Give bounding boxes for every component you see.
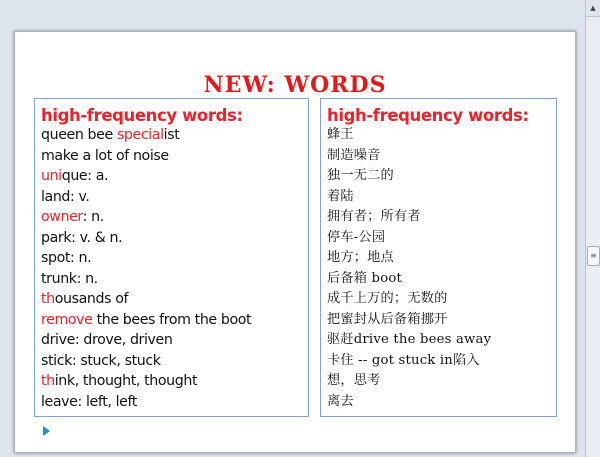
english-word-item: [41, 392, 308, 413]
english-word-item: [41, 125, 308, 146]
chinese-meaning-list: [321, 125, 556, 412]
english-word-item: [41, 330, 308, 351]
slide-title: NEW: WORDS: [203, 72, 387, 98]
english-words-box[interactable]: [34, 98, 309, 417]
slide: [14, 31, 576, 453]
word-part: : n.: [82, 209, 104, 225]
chinese-meaning-item: 停车-公园: [327, 229, 386, 245]
highlighted-word-part: th: [41, 373, 55, 389]
word-part: leave: left, left: [41, 393, 137, 410]
right-box-heading: high-frequency words:: [327, 106, 529, 125]
word-part: make a lot of noise: [41, 147, 169, 164]
chinese-meaning-item: 独一无二的: [327, 168, 394, 183]
word-part: ist: [163, 127, 180, 143]
play-triangle-icon: [43, 426, 50, 436]
highlighted-word-part: re: [41, 311, 55, 328]
scroll-thumb-grip-icon[interactable]: ≡: [587, 246, 600, 266]
english-word-item: [41, 146, 308, 167]
chinese-meaning-item: 想，思考: [327, 373, 381, 388]
chinese-meaning-item: 后备箱 boot: [327, 270, 402, 286]
word-part: ousands of: [54, 291, 129, 307]
word-part: drive: drove, driven: [41, 332, 173, 348]
word-part: trunk: n.: [41, 270, 98, 287]
english-word-item: [41, 248, 308, 269]
english-word-list: [35, 125, 308, 412]
chinese-meaning-item: 地方；地点: [327, 250, 394, 265]
chinese-meaning-item: 蜂王: [327, 127, 354, 142]
chinese-meanings-box[interactable]: [320, 98, 557, 417]
english-word-item: [41, 187, 308, 208]
word-part: the bees from the boot: [92, 311, 252, 328]
left-box-heading: high-frequency words:: [41, 106, 243, 125]
word-part: park: v. & n.: [41, 229, 123, 246]
english-word-item: [41, 166, 308, 187]
vertical-scrollbar[interactable]: [585, 0, 600, 457]
english-word-item: [41, 310, 308, 331]
english-word-item: [41, 269, 308, 290]
chinese-meaning-item: 着陆: [327, 188, 354, 204]
chinese-meaning-item: 卡住 -- got stuck in陷入: [327, 352, 480, 368]
chinese-meaning-item: 制造噪音: [327, 147, 381, 163]
english-word-item: [41, 228, 308, 249]
english-word-item: [41, 289, 308, 310]
chinese-meaning-item: 离去: [327, 393, 354, 409]
chinese-meaning-item: 成千上万的；无数的: [327, 291, 448, 306]
highlighted-word-part: th: [41, 291, 55, 307]
chinese-meaning-item: 驱赶drive the bees away: [327, 332, 492, 347]
chinese-meaning-item: 把蜜封从后备箱挪开: [327, 311, 448, 327]
word-part: spot: n.: [41, 250, 92, 266]
english-word-item: [41, 351, 308, 372]
english-word-item: [41, 371, 308, 392]
english-word-item: [41, 207, 308, 228]
highlighted-word-part: owner: [41, 209, 83, 225]
highlighted-word-part: uni: [41, 168, 62, 184]
word-part: stick: stuck, stuck: [41, 352, 161, 369]
word-part: queen bee: [41, 127, 117, 143]
highlighted-word-part: special: [116, 127, 164, 143]
word-part: ink, thought, thought: [54, 373, 198, 389]
chinese-meaning-item: 拥有者；所有者: [327, 209, 421, 224]
word-part: land: v.: [41, 188, 90, 205]
highlighted-word-part: move: [54, 311, 93, 328]
scroll-up-arrow-icon[interactable]: ▲: [586, 0, 600, 17]
word-part: que: a.: [61, 168, 109, 184]
